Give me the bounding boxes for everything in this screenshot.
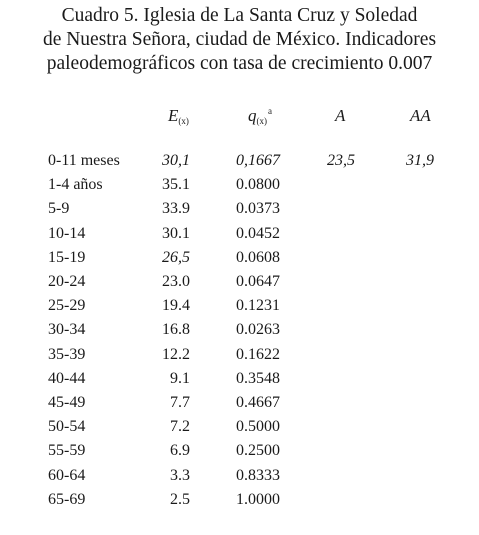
cell-age: 30-34: [48, 321, 86, 339]
caption-line-1: Cuadro 5. Iglesia de La Santa Cruz y Soledad: [61, 5, 418, 26]
table-row: [0, 346, 479, 370]
caption-line-3: paleodemográficos con tasa de crecimiento 0.007: [46, 53, 433, 74]
cell-e: 23.0: [162, 273, 190, 290]
cell-q: 1.0000: [236, 490, 280, 508]
cell-age: 0-11 meses: [48, 152, 120, 169]
cell-age: 40-44: [48, 369, 86, 387]
table-row: [0, 273, 479, 297]
cell-age: 15-19: [48, 248, 86, 266]
cell-age: 35-39: [48, 345, 86, 363]
cell-q: 0.0452: [236, 224, 280, 242]
cell-age: 1-4 años: [48, 176, 103, 194]
cell-q: 0.0800: [236, 176, 280, 194]
table-row: [0, 200, 479, 224]
table-caption: [0, 4, 479, 76]
column-header-e: [168, 106, 189, 126]
table-row: [0, 225, 479, 249]
header-q-sub: (x): [256, 116, 267, 126]
cell-q: 0.0647: [236, 273, 280, 290]
cell-e: 7.2: [170, 418, 190, 436]
column-header-a: A: [335, 106, 346, 125]
cell-q: 0.1231: [236, 297, 280, 315]
table-row: [0, 249, 479, 273]
cell-a: 23,5: [327, 152, 355, 169]
header-q-sup: a: [268, 106, 272, 116]
table-row: [0, 442, 479, 466]
table-row: [0, 321, 479, 345]
column-header-aa: AA: [410, 106, 431, 125]
cell-q: 0.0263: [236, 321, 280, 339]
cell-e: 12.2: [162, 345, 190, 363]
cell-age: 50-54: [48, 418, 86, 436]
cell-e: 33.9: [162, 200, 190, 218]
cell-age: 20-24: [48, 273, 86, 290]
cell-q: 0.2500: [236, 442, 280, 460]
cell-e: 3.3: [170, 466, 190, 484]
cell-e: 30,1: [162, 152, 190, 169]
cell-age: 5-9: [48, 200, 70, 218]
cell-e: 26,5: [162, 248, 190, 266]
cell-e: 7.7: [170, 394, 190, 411]
caption-line-2: de Nuestra Señora, ciudad de México. Indicadores: [42, 29, 437, 50]
cell-q: 0.4667: [236, 394, 280, 411]
column-header-q: [248, 106, 272, 126]
cell-age: 55-59: [48, 442, 86, 460]
table-row: [0, 370, 479, 394]
table-row: [0, 394, 479, 418]
cell-e: 2.5: [170, 490, 190, 508]
cell-age: 60-64: [48, 466, 86, 484]
cell-q: 0.8333: [236, 466, 280, 484]
cell-q: 0.0608: [236, 248, 280, 266]
cell-age: 45-49: [48, 394, 86, 411]
header-e-sub: (x): [178, 116, 189, 126]
cell-e: 19.4: [162, 297, 190, 315]
cell-age: 10-14: [48, 224, 86, 242]
cell-q: 0.5000: [236, 418, 280, 436]
cell-age: 65-69: [48, 490, 86, 508]
cell-e: 6.9: [170, 442, 190, 460]
table-row: [0, 491, 479, 515]
header-q-main: q: [248, 106, 257, 125]
cell-age: 25-29: [48, 297, 86, 315]
cell-q: 0,1667: [236, 152, 280, 169]
table-row: [0, 152, 479, 176]
cell-aa: 31,9: [406, 152, 434, 169]
cell-e: 9.1: [170, 369, 190, 387]
cell-e: 30.1: [162, 224, 190, 242]
cell-q: 0.1622: [236, 345, 280, 363]
cell-e: 16.8: [162, 321, 190, 339]
cell-q: 0.3548: [236, 369, 280, 387]
header-e-main: E: [168, 106, 179, 125]
cell-e: 35.1: [162, 176, 190, 194]
table-row: [0, 467, 479, 491]
table-row: [0, 176, 479, 200]
table-row: [0, 418, 479, 442]
table-row: [0, 297, 479, 321]
cell-q: 0.0373: [236, 200, 280, 218]
